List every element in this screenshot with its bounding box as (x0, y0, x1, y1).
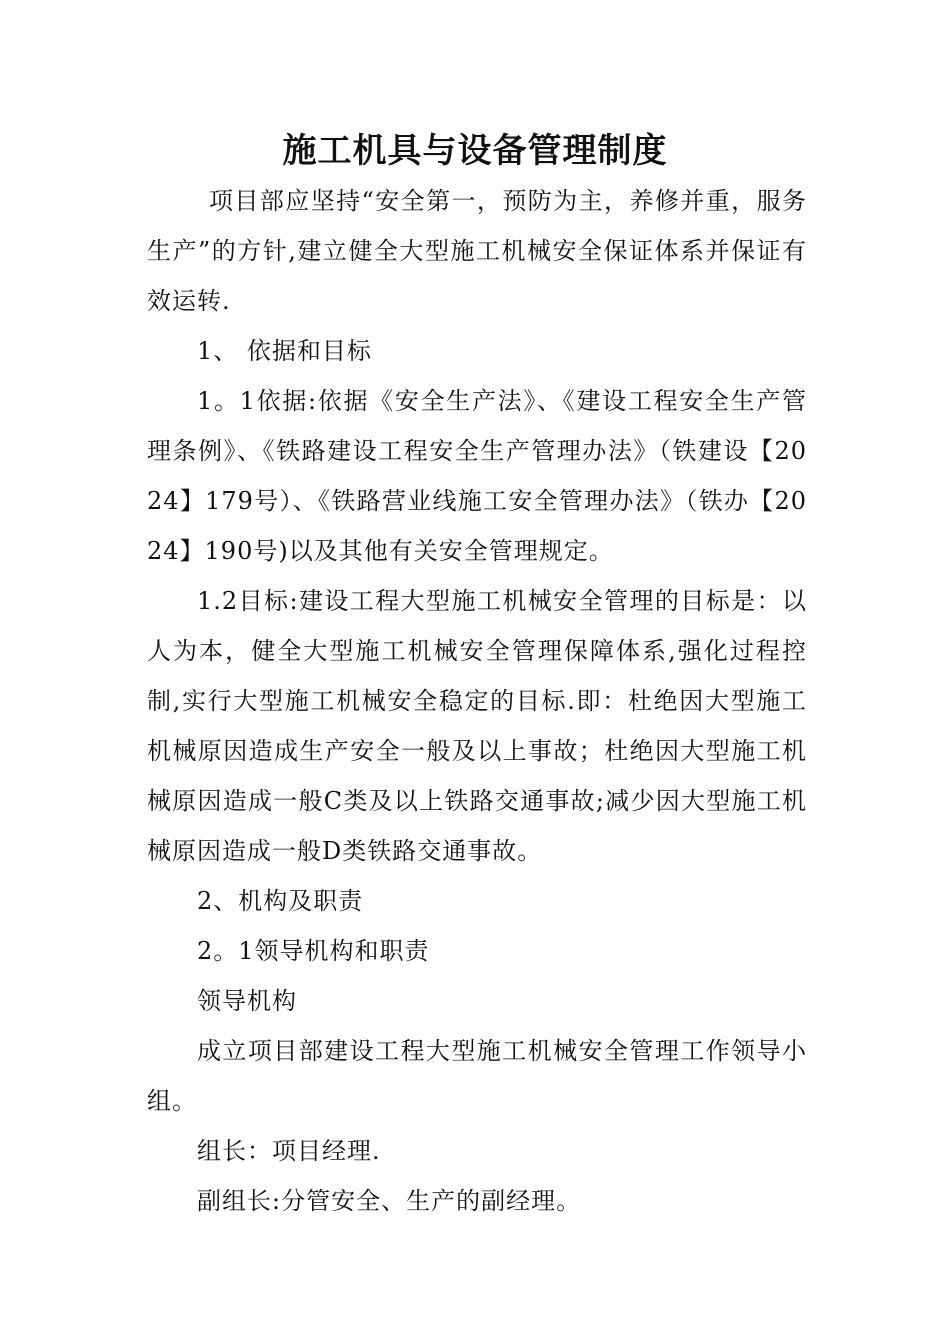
document-title: 施工机具与设备管理制度 (282, 131, 668, 171)
section-heading-basis-goals: 1、 依据和目标 (197, 337, 372, 365)
intro-paragraph: 项目部应坚持“安全第一，预防为主，养修并重，服务生产”的方针,建立健全大型施工机械安全保证体系并保证有效运转. (147, 187, 807, 315)
document-body (147, 176, 807, 1226)
group-leader-line: 组长：项目经理. (197, 1137, 381, 1165)
section-heading-organization: 2、机构及职责 (197, 887, 364, 915)
subsection-heading-leadership: 2。1领导机构和职责 (197, 937, 430, 965)
deputy-leader-line: 副组长:分管安全、生产的副经理。 (197, 1187, 582, 1215)
leadership-group-paragraph: 成立项目部建设工程大型施工机械安全管理工作领导小组。 (147, 1037, 807, 1115)
basis-paragraph: 1。1依据:依据《安全生产法》、《建设工程安全生产管理条例》、《铁路建设工程安全生产管理办法》（铁建设【2024】179号）、《铁路营业线施工安全管理办法》（铁办【2024】190号)以及其他有关安全管理规定。 (147, 387, 807, 565)
goal-paragraph: 1.2目标:建设工程大型施工机械安全管理的目标是：以人为本，健全大型施工机械安全管理保障体系,强化过程控制,实行大型施工机械安全稳定的目标.即：杜绝因大型施工机械原因造成生产安全一般及以上事故；杜绝因大型施工机械原因造成一般C类及以上铁路交通事故;减少因大型施工机械原因造成一般D类铁路交通事故。 (147, 587, 807, 865)
leadership-label: 领导机构 (197, 987, 297, 1015)
